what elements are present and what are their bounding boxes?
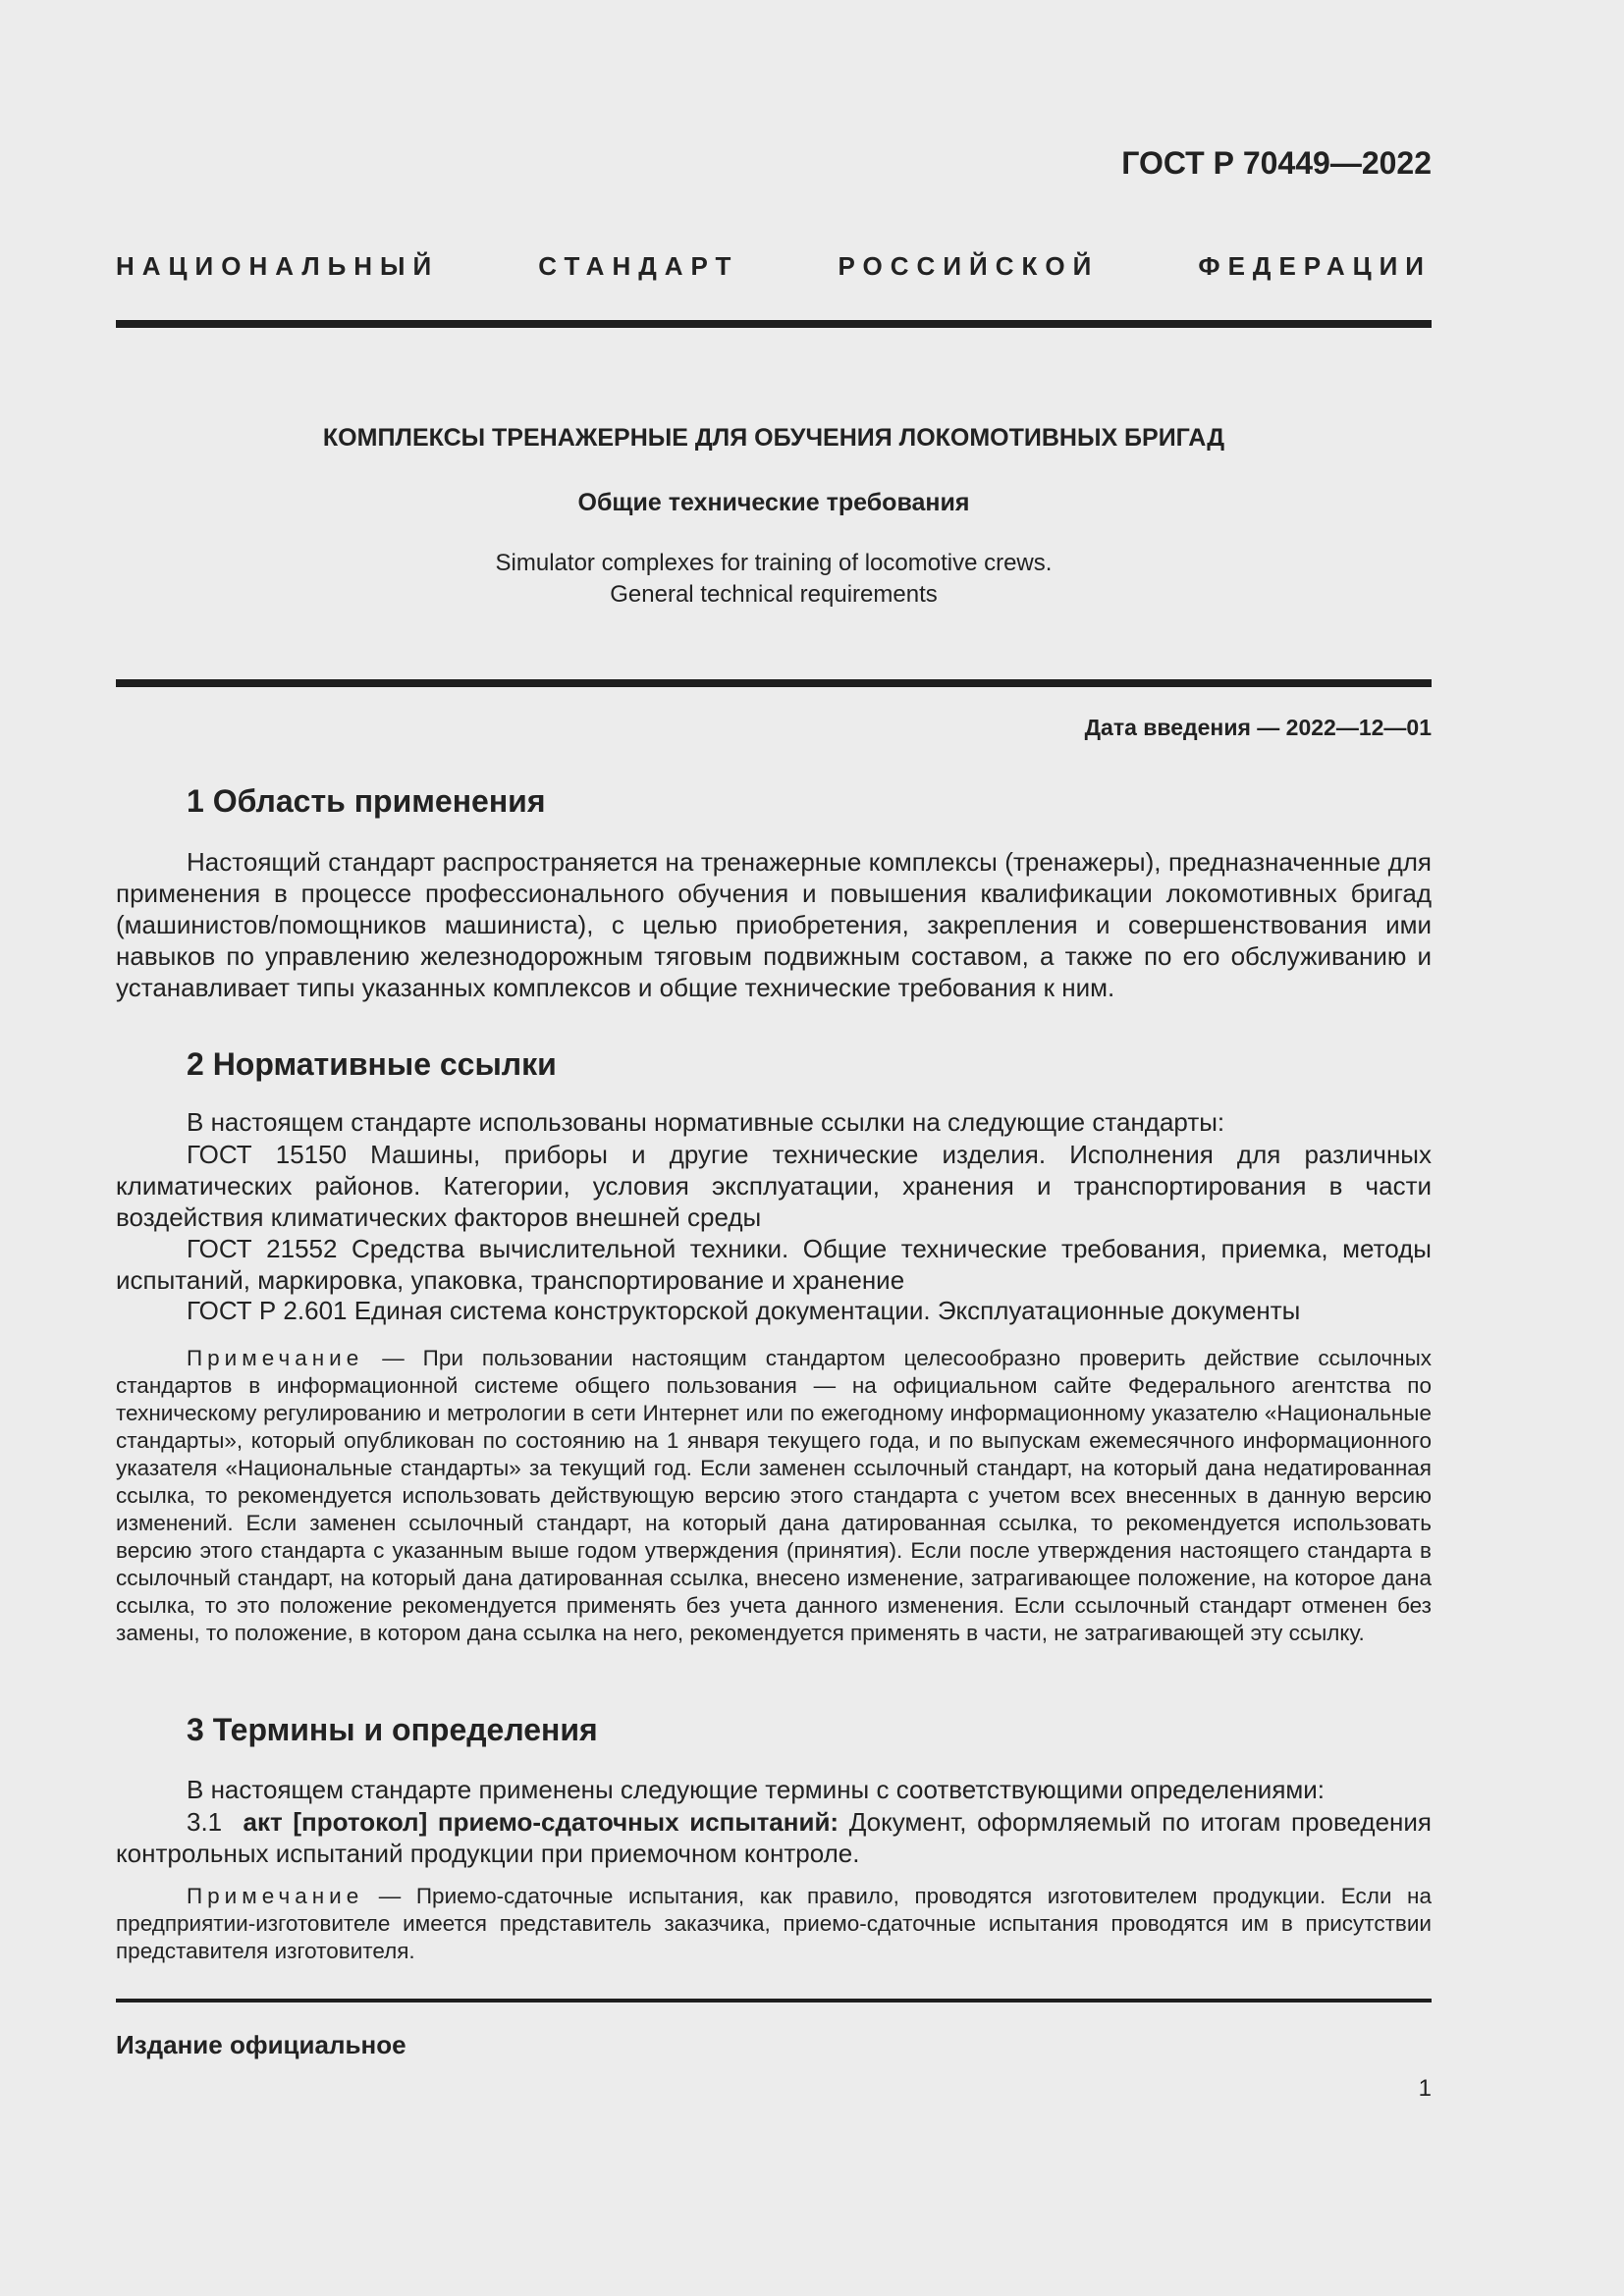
section-3-intro: В настоящем стандарте применены следующие термины с соответствующими определениями: (187, 1775, 1326, 1804)
national-standard-banner: НАЦИОНАЛЬНЫЙ СТАНДАРТ РОССИЙСКОЙ ФЕДЕРАЦИИ (116, 251, 1432, 281)
page-number: 1 (1418, 2075, 1432, 2102)
note-text: — Приемо-сдаточные испытания, как правило, проводятся изготовителем продукции. Если на предприятии-изготовителе имеется представитель заказчика, приемо-сдаточные испытания проводятся им в присутствии представителя изготовителя. (116, 1884, 1432, 1963)
english-title-line-2: General technical requirements (610, 581, 938, 608)
footer-divider (116, 1999, 1432, 2002)
note-label: Примечание (187, 1884, 364, 1908)
section-2-intro: В настоящем стандарте использованы нормативные ссылки на следующие стандарты: (187, 1107, 1225, 1137)
note-label: Примечание (187, 1346, 364, 1370)
section-3-note (116, 1883, 1432, 1965)
english-title (116, 548, 1432, 611)
section-3-heading: 3 Термины и определения (187, 1712, 598, 1747)
document-title: КОМПЛЕКСЫ ТРЕНАЖЕРНЫЕ ДЛЯ ОБУЧЕНИЯ ЛОКОМОТИВНЫХ БРИГАД (322, 424, 1225, 452)
english-title-line-1: Simulator complexes for training of locomotive crews. (495, 550, 1053, 576)
note-text: — При пользовании настоящим стандартом целесообразно проверить действие ссылочных стандартов в информационной системе общего пользования — на официальном сайте Федерального агентства по техническому регулированию и метрологии в сети Интернет или по ежегодному информационному указателю «Национальные стандарты», который опубликован по состоянию на 1 января текущего года, и по выпускам ежемесячного информационного указателя «Национальные стандарты» за текущий год. Если заменен ссылочный стандарт, на который дана недатированная ссылка, то рекомендуется использовать действующую версию этого стандарта с учетом всех внесенных в данную версию изменений. Если заменен ссылочный стандарт, на который дана датированная ссылка, то рекомендуется использовать версию этого стандарта с указанным выше годом утверждения (принятия). Если после утверждения настоящего стандарта в ссылочный стандарт, на который дана датированная ссылка, внесено изменение, затрагивающее положение, на которое дана ссылка, то это положение рекомендуется применять без учета данного изменения. Если ссылочный стандарт отменен без замены, то положение, в котором дана ссылка на него, рекомендуется применять в части, не затрагивающей эту ссылку. (116, 1346, 1432, 1645)
official-edition-label: Издание официальное (116, 2030, 406, 2059)
reference-gost-15150: ГОСТ 15150 Машины, приборы и другие технические изделия. Исполнения для различных климатических районов. Категории, условия эксплуатации, хранения и транспортирования в части воздействия климатических факторов внешней среды (116, 1140, 1432, 1232)
term-3-1 (116, 1806, 1432, 1869)
term-number: 3.1 (187, 1807, 223, 1837)
standard-number: ГОСТ Р 70449—2022 (1121, 145, 1432, 181)
title-divider (116, 679, 1432, 687)
section-1-heading: 1 Область применения (187, 783, 546, 819)
document-subtitle: Общие технические требования (577, 489, 970, 516)
reference-gost-21552: ГОСТ 21552 Средства вычислительной техники. Общие технические требования, приемка, методы испытаний, маркировка, упаковка, транспортирование и хранение (116, 1234, 1432, 1295)
introduction-date: Дата введения — 2022—12—01 (1084, 715, 1432, 740)
section-2-heading: 2 Нормативные ссылки (187, 1046, 557, 1082)
term-name: акт [протокол] приемо-сдаточных испытаний: (243, 1807, 839, 1837)
section-2-note (116, 1345, 1432, 1647)
section-1-text: Настоящий стандарт распространяется на тренажерные комплексы (тренажеры), предназначенные для применения в процессе профессионального обучения и повышения квалификации локомотивных бригад (машинистов/помощников машиниста), с целью приобретения, закрепления и совершенствования ими навыков по управлению железнодорожным тяговым подвижным составом, а также по его обслуживанию и устанавливает типы указанных комплексов и общие технические требования к ним. (116, 847, 1432, 1002)
header-divider (116, 320, 1432, 328)
term-definition: Документ, оформляемый по итогам проведения контрольных испытаний продукции при приемочном контроле. (116, 1807, 1432, 1868)
reference-gost-r-2601: ГОСТ Р 2.601 Единая система конструкторской документации. Эксплуатационные документы (187, 1296, 1301, 1325)
